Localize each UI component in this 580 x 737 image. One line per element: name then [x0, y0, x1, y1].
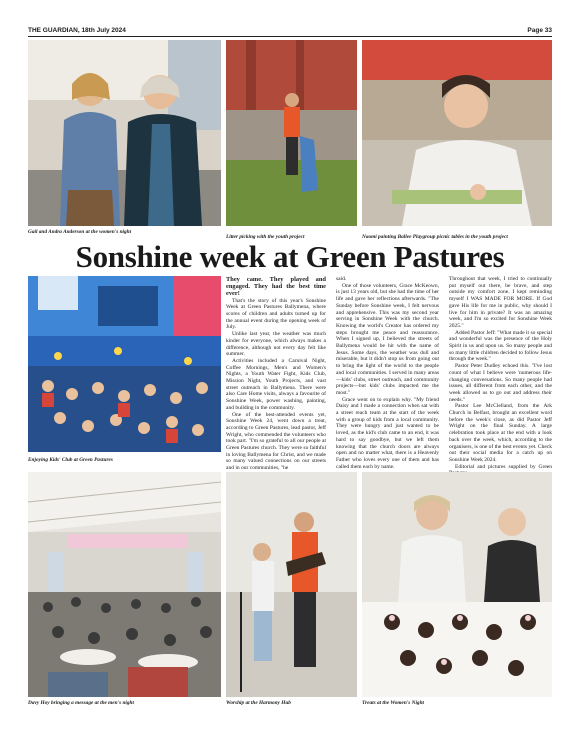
article-paragraph: One of those volunteers, Grace McKeown, is just 13 years old, but she had the time of her life and gave her reflections afterwards. "The Sunday before Sonshine week, I felt nervous and apprehensive. This was my second year serving in Sonshine Week with the church. Knowing the world's Creator has ordered my steps brought me peace and reassurance. When I signed up, I believed the streets of Ballymena would be hit with the name of Jesus. Some days, the weather was dull and miserable, but it didn't stop us from going out to bring the light of the world to the people and local communities. I served in many areas—kids' clubs, street outreach, and community projects—but kids' clubs impacted me the most."	[336, 282, 439, 396]
photo-treats	[362, 472, 552, 697]
photo-mens-night	[28, 472, 221, 697]
article-paragraph: Activities included a Carnival Night, Coffee Mornings, Men's and Women's Nights, a Youth Water Fight, Kids Club, Mission Night, Youth Projects, and vast street outreach in Ballymena. There were also Care Home visits, always a favourite of Sonshine Week, power washing, painting, and building in the community.	[226, 357, 326, 411]
caption-naomi-painting: Naomi painting Ballee Playgroup picnic tables in the youth project	[362, 234, 508, 240]
article-column-1	[226, 276, 326, 472]
article-paragraph: Pastor Peter Dudley echoed this. "I've lost count of what I believe were 'numerous life-changing conversations. So many people had issues, all different from each other, and the week allowed us to go out and address their needs."	[449, 363, 552, 403]
page-number: Page 33	[527, 27, 552, 34]
header-rule	[28, 36, 552, 37]
article-column-2	[336, 276, 439, 470]
photo-worship	[226, 472, 357, 697]
photo-kids-club	[28, 276, 221, 452]
caption-kids-club: Enjoying Kids' Club at Green Pastures	[28, 457, 113, 463]
caption-worship: Worship at the Harmony Hub	[226, 700, 291, 706]
headline: Sonshine week at Green Pastures	[75, 239, 505, 274]
article-paragraph: Added Pastor Jeff: "What made it so special and wonderful was the presence of the Holy Spirit in us and upon us. So many people and so many little children decided to follow Jesus through the week."	[449, 329, 552, 363]
article-paragraph: said.	[336, 276, 347, 282]
article-lead: They came. They played and engaged. They had the best time ever!	[226, 276, 326, 298]
publication-date: THE GUARDIAN, 18th July 2024	[28, 27, 126, 34]
caption-treats: Treats at the Women's Night	[362, 700, 425, 706]
article-paragraph: Pastor Lee McClelland, from the Ark Church in Belfast, brought an excellent word before the week's close, as did Pastor Jeff Wright on the final Sunday. A large celebration took place at the end with a look back over the week, which, according to the organisers, is one of the best events yet. Check out their social media for a catch up on Sonshine Week 2024.	[449, 403, 552, 463]
article-paragraph: That's the story of this year's Sonshine Week at Green Pastures Ballymena, where scores of children and adults turned up for the annual event during the opening week of July.	[226, 297, 326, 331]
photo-litter-picking	[226, 40, 357, 226]
photo-women-night	[28, 40, 221, 226]
article-column-3	[449, 276, 552, 477]
article-paragraph: One of the best-attended events yet, Sonshine Week 24, went down a treat, according to Green Pastures, lead pastor, Jeff Wright, who commended the volunteers who took part. "I'm so grateful to all our people at Green Pastures church. They were so faithful in loving Ballymena for Christ, and we made so many valued connections on our streets and in our communities, "he	[226, 411, 326, 472]
caption-women-night: Gail and Andra Anderson at the women's night	[28, 229, 132, 235]
article-paragraph: Throughout that week, I tried to continually put myself out there, be brave, and step outside my comfort zone. I kept reminding myself I WAS MADE FOR MORE. If God gave His life for me in public, why should I live for him in private? It was an amazing week, and I'm so excited for Sonshine Week 2025."	[449, 276, 552, 329]
article-paragraph: Grace went on to explain why. "My friend Daisy and I made a connection when sat with a street reach team at the start of the week with a group of kids from a local community. They were hungry and just wanted to be loved, as the kid's club came to an end, it was hard to say goodbye, but we left them knowing that the church doors are always open and no matter what, there is a Heavenly Father who loves every one of them and has called them each by name.	[336, 396, 439, 470]
caption-litter-picking: Litter picking with the youth project	[226, 234, 305, 240]
article-paragraph: Unlike last year, the weather was much kinder for everyone, which always makes a difference, although not every day felt like summer.	[226, 331, 326, 358]
photo-naomi-painting	[362, 40, 552, 226]
caption-mens-night: Davy Hoy bringing a message at the men's night	[28, 700, 134, 706]
article-paragraph: Editorial and pictures supplied by Green	[455, 463, 552, 470]
